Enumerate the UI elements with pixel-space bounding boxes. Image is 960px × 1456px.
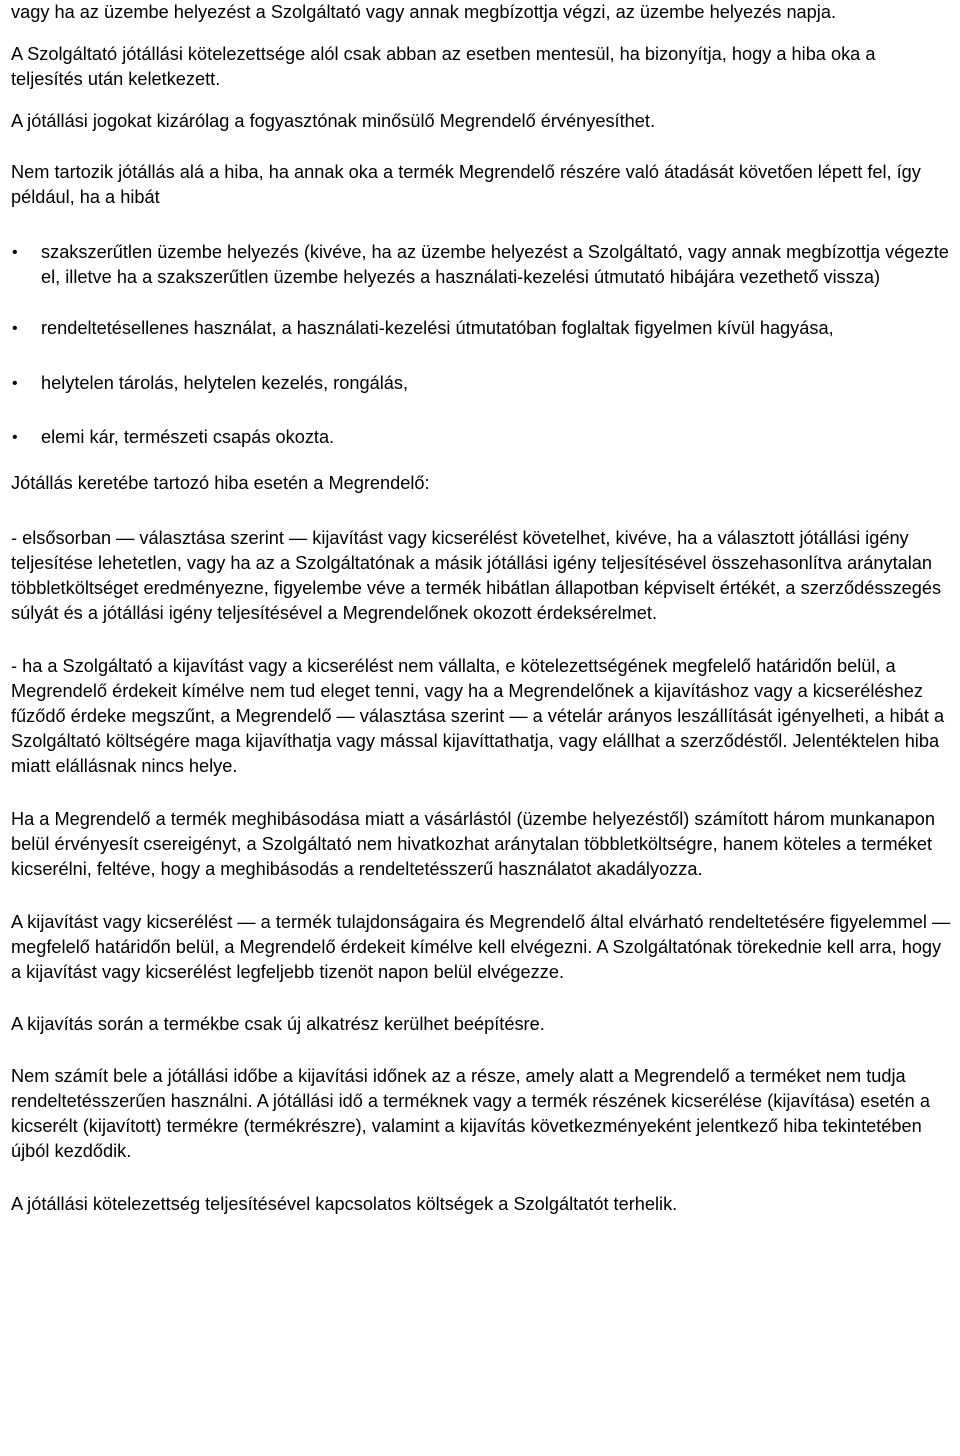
list-item: [11, 316, 952, 341]
paragraph-repair-or-replace: - elsősorban — választása szerint — kijavítást vagy kicserélést követelhet, kivéve, ha a választott jótállási igény teljesítése lehetetlen, vagy ha az a Szolgáltatónak a másik jótállási igény teljesítésével összehasonlítva aránytalan többletköltséget eredményezne, figyelembe véve a termék hibátlan állapotban képviselt értékét, a szerződésszegés súlyát és a jótállási igény teljesítésével a Megrendelőnek okozott érdeksérelmet.: [11, 528, 942, 623]
paragraph-commissioning-date: vagy ha az üzembe helyezést a Szolgáltató vagy annak megbízottja végzi, az üzembe helyezés napja.: [11, 2, 836, 22]
list-item-text: szakszerűtlen üzembe helyezés (kivéve, ha az üzembe helyezést a Szolgáltató, vagy annak megbízottja végezte el, illetve ha a szakszerűtlen üzembe helyezés a használati-kezelési útmutató hibájára vezethető vissza): [41, 242, 949, 287]
list-item-text: elemi kár, természeti csapás okozta.: [41, 427, 335, 447]
paragraph-repair-deadline: A kijavítást vagy kicserélést — a termék tulajdonságaira és Megrendelő által elvárható rendeltetésére figyelemmel — megfelelő határidőn belül, a Megrendelő érdekeit kímélve kell elvégezni. A Szolgáltatónak törekednie kell arra, hogy a kijavítást vagy kicserélést legfeljebb tizenöt napon belül elvégezze.: [11, 912, 951, 982]
list-item: [11, 425, 952, 450]
bullet-icon: •: [12, 375, 18, 392]
paragraph-warranty-claims-intro: Jótállás keretébe tartozó hiba esetén a Megrendelő:: [11, 473, 430, 493]
list-item: [11, 371, 952, 396]
list-item: [11, 240, 952, 290]
paragraph-costs: A jótállási kötelezettség teljesítésével kapcsolatos költségek a Szolgáltatót terhelik.: [11, 1194, 678, 1214]
bullet-icon: •: [12, 429, 18, 446]
paragraph-provider-exemption: A Szolgáltató jótállási kötelezettsége alól csak abban az esetben mentesül, ha bizonyítja, hogy a hiba oka a teljesítés után keletkezett.: [11, 44, 876, 89]
paragraph-new-parts: A kijavítás során a termékbe csak új alkatrész kerülhet beépítésre.: [11, 1014, 545, 1034]
list-item-text: rendeltetésellenes használat, a használati-kezelési útmutatóban foglaltak figyelmen kívül hagyása,: [41, 318, 834, 338]
paragraph-warranty-period-restart: Nem számít bele a jótállási időbe a kijavítási időnek az a része, amely alatt a Megrendelő a terméket nem tudja rendeltetésszerűen használni. A jótállási idő a terméknek vagy a termék részének kicserélése (kijavítása) esetén a kicserélt (kijavított) termékre (termékrészre), valamint a kijavítás következményeként jelentkező hiba tekintetében újból kezdődik.: [11, 1066, 930, 1161]
paragraph-exclusions-intro: Nem tartozik jótállás alá a hiba, ha annak oka a termék Megrendelő részére való átadását követően lépett fel, így például, ha a hibát: [11, 162, 921, 207]
paragraph-price-reduction: - ha a Szolgáltató a kijavítást vagy a kicserélést nem vállalta, e kötelezettségének megfelelő határidőn belül, a Megrendelő érdekeit kímélve nem tud eleget tenni, vagy ha a Megrendelőnek a kijavításhoz vagy a kicseréléshez fűződő érdeke megszűnt, a Megrendelő — választása szerint — a vételár arányos leszállítását igényelheti, a hibát a Szolgáltató költségére maga kijavíthatja vagy mással kijavíttathatja, vagy elállhat a szerződéstől. Jelentéktelen hiba miatt elállásnak nincs helye.: [11, 656, 945, 776]
list-item-text: helytelen tárolás, helytelen kezelés, rongálás,: [41, 373, 409, 393]
paragraph-consumer-rights: A jótállási jogokat kizárólag a fogyasztónak minősülő Megrendelő érvényesíthet.: [11, 111, 656, 131]
bullet-icon: •: [12, 320, 18, 337]
exclusions-list: [11, 240, 952, 450]
bullet-icon: •: [12, 244, 18, 261]
paragraph-replacement-three-days: Ha a Megrendelő a termék meghibásodása miatt a vásárlástól (üzembe helyezéstől) számított három munkanapon belül érvényesít csereigényt, a Szolgáltató nem hivatkozhat aránytalan többletköltségre, hanem köteles a terméket kicserélni, feltéve, hogy a meghibásodás a rendeltetésszerű használatot akadályozza.: [11, 809, 935, 879]
